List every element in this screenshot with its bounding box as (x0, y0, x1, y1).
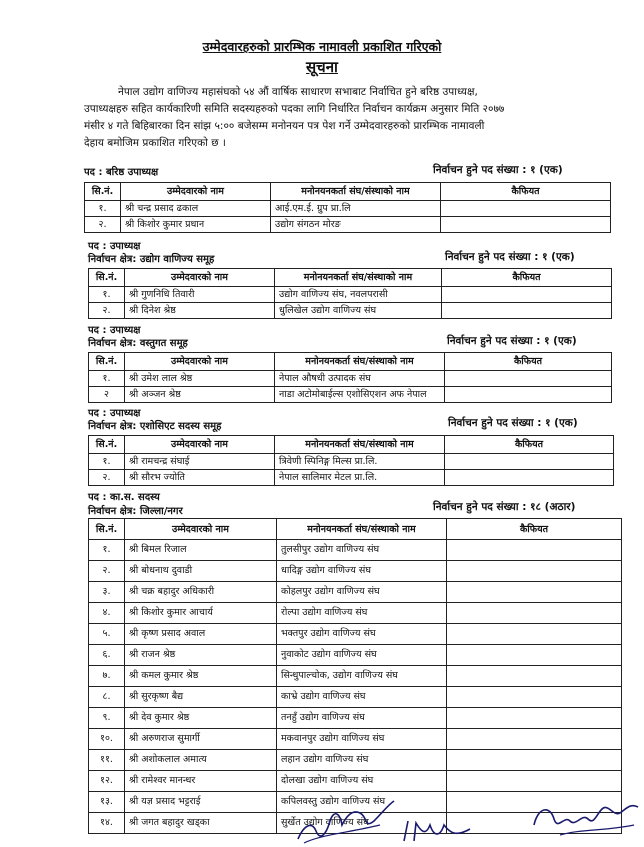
header-remarks: कैफियत (445, 436, 614, 454)
table-row (89, 371, 612, 387)
signature-2 (400, 815, 480, 847)
table-row (89, 666, 622, 687)
section-area: निर्वाचन क्षेत्र: उद्योग वाणिज्य समूह (88, 254, 215, 265)
table-header-row (89, 353, 612, 371)
table-row (89, 582, 622, 603)
header-org: मनोनयनकर्ता संघ/संस्थाको नाम (275, 353, 445, 371)
row-sn: १. (89, 540, 125, 561)
row-org: रोल्पा उद्योग वाणिज्य संघ (277, 603, 447, 624)
row-sn: १. (85, 201, 121, 217)
table-row (89, 454, 614, 470)
header-name: उम्मेदवारको नाम (125, 353, 275, 371)
header-name: उम्मेदवारको नाम (125, 519, 277, 540)
header-remarks: कैफियत (442, 269, 612, 287)
row-org: कोहलपुर उद्योग वाणिज्य संघ (277, 582, 447, 603)
row-sn: २ (89, 387, 125, 403)
row-sn: १२. (89, 771, 125, 792)
row-org: तुलसीपुर उद्योग वाणिज्य संघ (277, 540, 447, 561)
table-row (89, 303, 612, 319)
row-sn: ५. (89, 624, 125, 645)
header-org: मनोनयनकर्ता संघ/संस्थाको नाम (275, 436, 445, 454)
header-sn: सि.नं. (89, 519, 125, 540)
row-name: श्री बोधनाथ दुवाडी (125, 561, 277, 582)
header-name: उम्मेदवारको नाम (125, 436, 275, 454)
row-sn: १०. (89, 729, 125, 750)
row-sn: ६. (89, 645, 125, 666)
row-sn: ८. (89, 687, 125, 708)
table-row (89, 561, 622, 582)
row-name: श्री दिनेश श्रेष्ठ (125, 303, 275, 319)
row-sn: २. (89, 303, 125, 319)
header-name: उम्मेदवारको नाम (125, 269, 275, 287)
row-remarks (445, 371, 612, 387)
row-org: कपिलवस्तु उद्योग वाणिज्य संघ (277, 792, 447, 813)
section-seats: निर्वाचन हुने पद संख्या : १ (एक) (433, 164, 563, 176)
row-org: नाडा अटोमोबाईल्स एशोसिएशन अफ नेपाल (275, 387, 445, 403)
row-remarks (445, 387, 612, 403)
row-org: दोलखा उद्योग वाणिज्य संघ (277, 771, 447, 792)
header-remarks: कैफियत (441, 183, 611, 201)
row-remarks (447, 603, 622, 624)
row-remarks (442, 303, 612, 319)
row-sn: १. (89, 371, 125, 387)
row-org: तनहुँ उद्योग वाणिज्य संघ (277, 708, 447, 729)
table-row (89, 624, 622, 645)
row-org: भक्तपुर उद्योग वाणिज्य संघ (277, 624, 447, 645)
row-org: नेपाल औषधी उत्पादक संघ (275, 371, 445, 387)
table-row (89, 287, 612, 303)
row-remarks (447, 666, 622, 687)
table-header-row (85, 183, 611, 201)
row-org: आई.एम.ई. ग्रुप प्रा.लि (271, 201, 441, 217)
intro-paragraph (84, 84, 632, 152)
row-name: श्री सुरकृष्ण बैद्य (125, 687, 277, 708)
table-row (89, 771, 622, 792)
signature-3 (530, 795, 642, 845)
row-remarks (447, 729, 622, 750)
row-org: नुवाकोट उद्योग वाणिज्य संघ (277, 645, 447, 666)
section-area: निर्वाचन क्षेत्र: जिल्ला/नगर (88, 506, 183, 517)
header-sn: सि.नं. (89, 353, 125, 371)
row-remarks (447, 540, 622, 561)
notice-title: उम्मेदवारहरुको प्रारम्भिक नामावली प्रकाशित गरिएको (202, 39, 442, 54)
section-post: पद : उपाध्यक्ष (88, 408, 141, 419)
row-sn: ७. (89, 666, 125, 687)
row-sn: ३. (89, 582, 125, 603)
row-name: श्री राजन श्रेष्ठ (125, 645, 277, 666)
row-org: लहान उद्योग वाणिज्य संघ (277, 750, 447, 771)
header-sn: सि.नं. (89, 269, 125, 287)
signature-1 (290, 795, 400, 847)
row-sn: १३. (89, 792, 125, 813)
table-row (89, 708, 622, 729)
row-remarks (447, 582, 622, 603)
candidate-table (88, 352, 612, 403)
row-name: श्री रामचन्द्र संघाई (125, 454, 275, 470)
row-org: धादिङ्ग उद्योग वाणिज्य संघ (277, 561, 447, 582)
table-header-row (89, 519, 622, 540)
row-remarks (447, 561, 622, 582)
intro-line: देहाय बमोजिम प्रकाशित गरिएको छ । (84, 137, 226, 149)
table-row (89, 645, 622, 666)
header-org: मनोनयनकर्ता संघ/संस्थाको नाम (277, 519, 447, 540)
header-sn: सि.नं. (85, 183, 121, 201)
section-seats: निर्वाचन हुने पद संख्या : १ (एक) (448, 417, 578, 429)
table-row (89, 750, 622, 771)
row-name: श्री उमेश लाल श्रेष्ठ (125, 371, 275, 387)
table-row (89, 603, 622, 624)
header-org: मनोनयनकर्ता संघ/संस्थाको नाम (275, 269, 442, 287)
row-sn: ९. (89, 708, 125, 729)
row-sn: २. (89, 561, 125, 582)
row-name: श्री यज्ञ प्रसाद भट्टराई (125, 792, 277, 813)
table-row (89, 729, 622, 750)
row-name: श्री रामेश्वर मानन्धर (125, 771, 277, 792)
table-row (89, 470, 614, 486)
row-remarks (445, 470, 614, 486)
intro-line: नेपाल उद्योग वाणिज्य महासंघको ५४ औं वार्षिक साधारण सभाबाट निर्वाचित हुने बरिष्ठ उपाध्यक्ष, (118, 86, 478, 98)
section-post: पद : उपाध्यक्ष (88, 325, 141, 336)
section-area: निर्वाचन क्षेत्र: वस्तुगत समूह (88, 338, 188, 349)
row-sn: २. (85, 217, 121, 233)
notice-subtitle: सूचना (306, 58, 338, 76)
section-seats: निर्वाचन हुने पद संख्या : १ (एक) (445, 251, 575, 263)
row-org: त्रिवेणी स्पिनिङ्ग मिल्स प्रा.लि. (275, 454, 445, 470)
section-post: पद : का.स. सदस्य (88, 492, 160, 503)
header-org: मनोनयनकर्ता संघ/संस्थाको नाम (271, 183, 441, 201)
header-remarks: कैफियत (447, 519, 622, 540)
header-name: उम्मेदवारको नाम (121, 183, 271, 201)
row-remarks (447, 645, 622, 666)
row-org: काभ्रे उद्योग वाणिज्य संघ (277, 687, 447, 708)
row-remarks (442, 287, 612, 303)
table-row (89, 387, 612, 403)
row-sn: १. (89, 287, 125, 303)
row-remarks (441, 217, 611, 233)
row-remarks (447, 624, 622, 645)
row-sn: २. (89, 470, 125, 486)
row-name: श्री अशोकलाल अमात्य (125, 750, 277, 771)
intro-line: मंसीर ४ गते बिहिबारका दिन सांझ ५:०० बजेसम्म मनोनयन पत्र पेश गर्ने उम्मेदवारहरुको प्रारम्भिक नामावली (84, 120, 485, 132)
row-sn: ४. (89, 603, 125, 624)
row-remarks (445, 454, 614, 470)
row-name: श्री अरुणराज सुमार्गी (125, 729, 277, 750)
row-name: श्री कमल कुमार श्रेष्ठ (125, 666, 277, 687)
row-name: श्री अञ्जन श्रेष्ठ (125, 387, 275, 403)
table-row (85, 217, 611, 233)
row-org: नेपाल सालिमार मेटल प्रा.लि. (275, 470, 445, 486)
candidate-table (88, 435, 614, 486)
section-post: पद : उपाध्यक्ष (88, 241, 141, 252)
row-name: श्री चन्द्र प्रसाद ढकाल (121, 201, 271, 217)
section-post: पद : बरिष्ठ उपाध्यक्ष (84, 167, 159, 178)
table-row (85, 201, 611, 217)
row-name: श्री किशोर कुमार प्रधान (121, 217, 271, 233)
row-sn: १. (89, 454, 125, 470)
intro-line: उपाध्यक्षहरु सहित कार्यकारिणी समिति सदस्यहरुको पदका लागि निर्धारित निर्वाचन कार्यक्रम अनुसार मिति २०७७ (84, 103, 505, 115)
row-org: सुर्खेत उद्योग वाणिज्य संघ (277, 813, 447, 834)
row-name: श्री जगत बहादुर खड्का (125, 813, 277, 834)
row-name: श्री कृष्ण प्रसाद अवाल (125, 624, 277, 645)
row-sn: ११. (89, 750, 125, 771)
row-org: मकवानपुर उद्योग वाणिज्य संघ (277, 729, 447, 750)
candidate-table (88, 518, 622, 834)
section-seats: निर्वाचन हुने पद संख्या : १८ (अठार) (433, 501, 576, 513)
row-name: श्री बिमल रिजाल (125, 540, 277, 561)
header-remarks: कैफियत (445, 353, 612, 371)
row-name: श्री देव कुमार श्रेष्ठ (125, 708, 277, 729)
table-header-row (89, 269, 612, 287)
section-area: निर्वाचन क्षेत्र: एशोसिएट सदस्य समूह (88, 421, 222, 432)
row-remarks (447, 687, 622, 708)
row-org: उद्योग वाणिज्य संघ, नवलपरासी (275, 287, 442, 303)
candidate-table (88, 268, 612, 319)
row-name: श्री गुणनिधि तिवारी (125, 287, 275, 303)
row-name: श्री सौरभ ज्योति (125, 470, 275, 486)
row-remarks (447, 750, 622, 771)
row-org: सिन्धुपाल्चोक, उद्योग वाणिज्य संघ (277, 666, 447, 687)
header-sn: सि.नं. (89, 436, 125, 454)
table-header-row (89, 436, 614, 454)
row-org: उद्योग संगठन मोरङ (271, 217, 441, 233)
row-remarks (447, 771, 622, 792)
row-name: श्री किशोर कुमार आचार्य (125, 603, 277, 624)
table-row (89, 687, 622, 708)
row-sn: १४. (89, 813, 125, 834)
candidate-table (84, 182, 611, 233)
row-remarks (447, 708, 622, 729)
table-row (89, 540, 622, 561)
section-seats: निर्वाचन हुने पद संख्या : १ (एक) (447, 335, 577, 347)
row-org: धुलिखेल उद्योग वाणिज्य संघ (275, 303, 442, 319)
row-remarks (441, 201, 611, 217)
row-name: श्री चक्र बहादुर अधिकारी (125, 582, 277, 603)
